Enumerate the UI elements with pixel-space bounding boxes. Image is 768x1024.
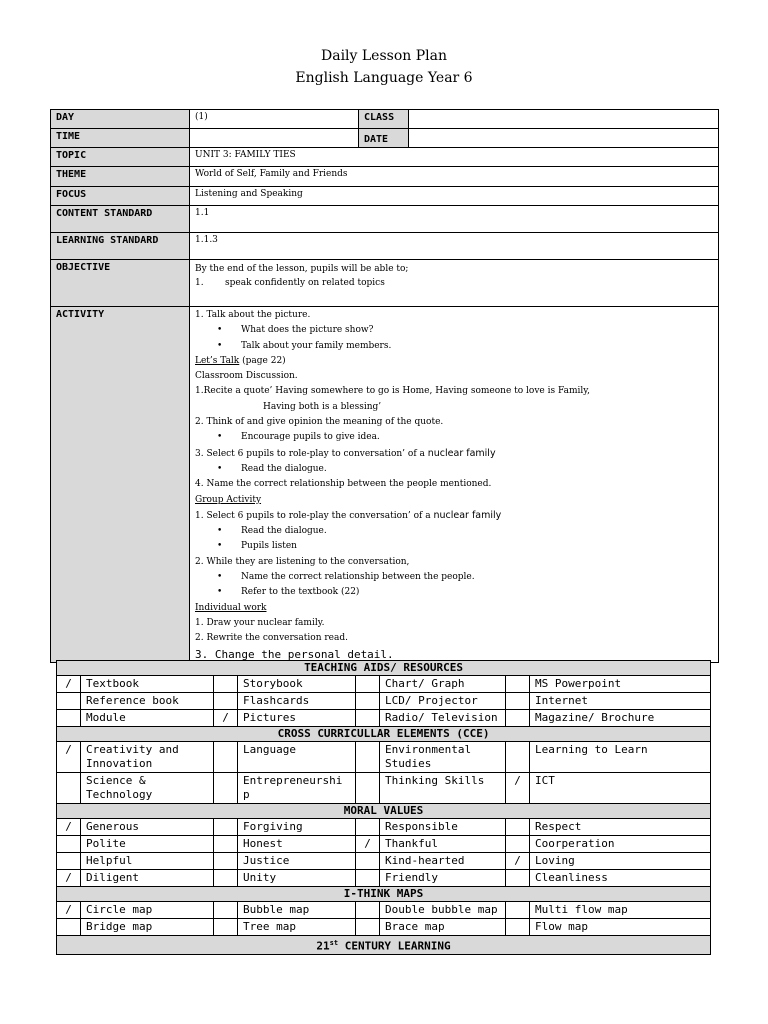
item-label: Environmental Studies bbox=[380, 742, 506, 773]
activity-line: 2. While they are listening to the conversation, bbox=[195, 556, 410, 567]
tick-cell bbox=[506, 819, 530, 836]
tick-cell bbox=[356, 870, 380, 887]
item-label: Friendly bbox=[380, 870, 506, 887]
century-learning-section bbox=[57, 936, 711, 955]
checklist-row bbox=[57, 836, 711, 853]
item-label: Honest bbox=[238, 836, 356, 853]
item-label: Science & Technology bbox=[81, 773, 214, 804]
day-value: (1) bbox=[190, 110, 359, 129]
item-label: Reference book bbox=[81, 693, 214, 710]
tick-cell bbox=[214, 902, 238, 919]
activity-bullet: • Pupils listen bbox=[195, 539, 713, 554]
item-label: Textbook bbox=[81, 676, 214, 693]
activity-line bbox=[195, 446, 713, 462]
activity-line: 2. Think of and give opinion the meaning of the quote. bbox=[195, 417, 444, 428]
item-label: Responsible bbox=[380, 819, 506, 836]
item-label: Thinking Skills bbox=[380, 773, 506, 804]
activity-line-emphasis: nuclear family bbox=[427, 447, 496, 459]
tick-cell bbox=[506, 676, 530, 693]
checklist-row bbox=[57, 710, 711, 727]
date-value bbox=[409, 129, 719, 148]
tick-cell bbox=[214, 836, 238, 853]
item-label: Pictures bbox=[238, 710, 356, 727]
item-label: Bubble map bbox=[238, 902, 356, 919]
item-label: Thankful bbox=[380, 836, 506, 853]
activity-bullet: • Read the dialogue. bbox=[195, 524, 713, 539]
item-label: Learning to Learn bbox=[530, 742, 711, 773]
item-label: LCD/ Projector bbox=[380, 693, 506, 710]
tick-cell bbox=[214, 742, 238, 773]
checklist-row bbox=[57, 693, 711, 710]
content-standard-label: CONTENT STANDARD bbox=[51, 206, 190, 233]
tick-cell bbox=[356, 919, 380, 936]
item-label: Module bbox=[81, 710, 214, 727]
item-label: Generous bbox=[81, 819, 214, 836]
item-label: Loving bbox=[530, 853, 711, 870]
activity-content bbox=[190, 307, 719, 663]
individual-work-heading: Individual work bbox=[195, 602, 267, 613]
century-suffix: st bbox=[329, 939, 339, 947]
tick-cell bbox=[214, 773, 238, 804]
objective-item bbox=[195, 276, 713, 290]
topic-value: UNIT 3: FAMILY TIES bbox=[190, 148, 719, 167]
learning-standard-label: LEARNING STANDARD bbox=[51, 233, 190, 260]
theme-label: THEME bbox=[51, 167, 190, 187]
activity-bullet: • Talk about your family members. bbox=[195, 339, 713, 354]
resources-table bbox=[56, 660, 711, 955]
activity-line: 4. Name the correct relationship between the people mentioned. bbox=[195, 479, 492, 490]
item-label: Magazine/ Brochure bbox=[530, 710, 711, 727]
tick-cell: / bbox=[57, 819, 81, 836]
tick-cell bbox=[506, 710, 530, 727]
activity-line: 1. Draw your nuclear family. bbox=[195, 617, 325, 628]
tick-cell: / bbox=[214, 710, 238, 727]
tick-cell: / bbox=[57, 676, 81, 693]
activity-line: Classroom Discussion. bbox=[195, 371, 298, 382]
teaching-aids-header: TEACHING AIDS/ RESOURCES bbox=[57, 661, 711, 676]
learning-standard-value: 1.1.3 bbox=[190, 233, 719, 260]
tick-cell bbox=[214, 819, 238, 836]
checklist-row bbox=[57, 919, 711, 936]
content-standard-value: 1.1 bbox=[190, 206, 719, 233]
item-label: Language bbox=[238, 742, 356, 773]
tick-cell bbox=[356, 742, 380, 773]
tick-cell bbox=[214, 693, 238, 710]
tick-cell bbox=[356, 819, 380, 836]
item-label: Respect bbox=[530, 819, 711, 836]
activity-bullet: • Name the correct relationship between the people. bbox=[195, 570, 713, 585]
item-label: Helpful bbox=[81, 853, 214, 870]
teaching-aids-section bbox=[57, 661, 711, 727]
item-label: Kind-hearted bbox=[380, 853, 506, 870]
item-label: Forgiving bbox=[238, 819, 356, 836]
item-label: Justice bbox=[238, 853, 356, 870]
tick-cell bbox=[506, 870, 530, 887]
tick-cell bbox=[356, 853, 380, 870]
activity-bullet: • Encourage pupils to give idea. bbox=[195, 430, 713, 445]
activity-bullet: • Read the dialogue. bbox=[195, 462, 713, 477]
objective-item-text: speak confidently on related topics bbox=[225, 278, 385, 288]
checklist-row bbox=[57, 773, 711, 804]
tick-cell: / bbox=[57, 870, 81, 887]
item-label: Flow map bbox=[530, 919, 711, 936]
item-label: Multi flow map bbox=[530, 902, 711, 919]
item-label: MS Powerpoint bbox=[530, 676, 711, 693]
item-label: Diligent bbox=[81, 870, 214, 887]
checklist-row bbox=[57, 819, 711, 836]
tick-cell bbox=[506, 742, 530, 773]
objective-value bbox=[190, 260, 719, 307]
tick-cell bbox=[356, 902, 380, 919]
item-label: Circle map bbox=[81, 902, 214, 919]
item-label: Double bubble map bbox=[380, 902, 506, 919]
item-label: Coorperation bbox=[530, 836, 711, 853]
group-activity-heading: Group Activity bbox=[195, 494, 262, 505]
date-label: DATE bbox=[359, 129, 409, 148]
focus-value: Listening and Speaking bbox=[190, 187, 719, 206]
item-label: Creativity and Innovation bbox=[81, 742, 214, 773]
activity-bullet: • What does the picture show? bbox=[195, 323, 713, 338]
theme-value: World of Self, Family and Friends bbox=[190, 167, 719, 187]
tick-cell bbox=[57, 693, 81, 710]
activity-line-text: 1. Select 6 pupils to role-play the conversation’ of a bbox=[195, 510, 431, 521]
item-label: Cleanliness bbox=[530, 870, 711, 887]
tick-cell: / bbox=[57, 902, 81, 919]
item-label: Radio/ Television bbox=[380, 710, 506, 727]
tick-cell bbox=[506, 902, 530, 919]
moral-header: MORAL VALUES bbox=[57, 804, 711, 819]
item-label: Tree map bbox=[238, 919, 356, 936]
objective-label: OBJECTIVE bbox=[51, 260, 190, 307]
day-label: DAY bbox=[51, 110, 190, 129]
activity-line: 3. Change the personal detail. bbox=[195, 647, 394, 661]
tick-cell bbox=[57, 919, 81, 936]
activity-line: Having both is a blessing’ bbox=[263, 401, 382, 412]
document-title: Daily Lesson Plan bbox=[321, 48, 447, 64]
activity-line: 1.Recite a quote’ Having somewhere to go is Home, Having someone to love is Family, bbox=[195, 386, 590, 397]
checklist-row bbox=[57, 902, 711, 919]
objective-item-number: 1. bbox=[195, 278, 204, 288]
century-learning-header bbox=[57, 936, 711, 955]
class-value bbox=[409, 110, 719, 129]
tick-cell: / bbox=[356, 836, 380, 853]
time-label: TIME bbox=[51, 129, 190, 148]
tick-cell: / bbox=[506, 773, 530, 804]
objective-intro: By the end of the lesson, pupils will be able to; bbox=[195, 264, 409, 274]
item-label: Internet bbox=[530, 693, 711, 710]
checklist-row bbox=[57, 676, 711, 693]
ithink-maps-section bbox=[57, 887, 711, 936]
tick-cell bbox=[356, 773, 380, 804]
item-label: ICT bbox=[530, 773, 711, 804]
tick-cell bbox=[57, 710, 81, 727]
activity-line bbox=[195, 354, 713, 369]
focus-label: FOCUS bbox=[51, 187, 190, 206]
tick-cell bbox=[356, 693, 380, 710]
tick-cell bbox=[506, 693, 530, 710]
activity-label: ACTIVITY bbox=[51, 307, 190, 663]
cce-section bbox=[57, 727, 711, 804]
lets-talk-heading: Let’s Talk bbox=[195, 355, 240, 366]
item-label: Unity bbox=[238, 870, 356, 887]
ithink-header: I-THINK MAPS bbox=[57, 887, 711, 902]
item-label: Bridge map bbox=[81, 919, 214, 936]
tick-cell bbox=[57, 853, 81, 870]
item-label: Brace map bbox=[380, 919, 506, 936]
item-label: Storybook bbox=[238, 676, 356, 693]
document-subtitle: English Language Year 6 bbox=[295, 70, 473, 86]
tick-cell bbox=[214, 676, 238, 693]
checklist-row bbox=[57, 853, 711, 870]
activity-line: 1. Talk about the picture. bbox=[195, 310, 311, 320]
item-label: Polite bbox=[81, 836, 214, 853]
item-label: Entrepreneurshi p bbox=[238, 773, 356, 804]
tick-cell bbox=[57, 836, 81, 853]
tick-cell bbox=[214, 870, 238, 887]
moral-values-section bbox=[57, 804, 711, 887]
checklist-row bbox=[57, 742, 711, 773]
time-value bbox=[190, 129, 359, 148]
lets-talk-page: (page 22) bbox=[242, 355, 286, 366]
item-label: Flashcards bbox=[238, 693, 356, 710]
tick-cell bbox=[214, 853, 238, 870]
activity-line bbox=[195, 508, 713, 524]
activity-bullet: • Refer to the textbook (22) bbox=[195, 585, 713, 600]
century-number: 21 bbox=[316, 939, 330, 953]
tick-cell bbox=[506, 919, 530, 936]
activity-line-text: 3. Select 6 pupils to role-play to conversation’ of a bbox=[195, 448, 425, 459]
tick-cell bbox=[356, 676, 380, 693]
activity-line: 2. Rewrite the conversation read. bbox=[195, 633, 348, 644]
tick-cell bbox=[214, 919, 238, 936]
activity-line-emphasis: nuclear family bbox=[433, 509, 502, 521]
tick-cell: / bbox=[57, 742, 81, 773]
tick-cell: / bbox=[506, 853, 530, 870]
tick-cell bbox=[506, 836, 530, 853]
class-label: CLASS bbox=[359, 110, 409, 129]
tick-cell bbox=[57, 773, 81, 804]
topic-label: TOPIC bbox=[51, 148, 190, 167]
item-label: Chart/ Graph bbox=[380, 676, 506, 693]
lesson-info-table bbox=[50, 109, 719, 663]
cce-header: CROSS CURRICULLAR ELEMENTS (CCE) bbox=[57, 727, 711, 742]
checklist-row bbox=[57, 870, 711, 887]
century-title: CENTURY LEARNING bbox=[338, 939, 451, 953]
tick-cell bbox=[356, 710, 380, 727]
